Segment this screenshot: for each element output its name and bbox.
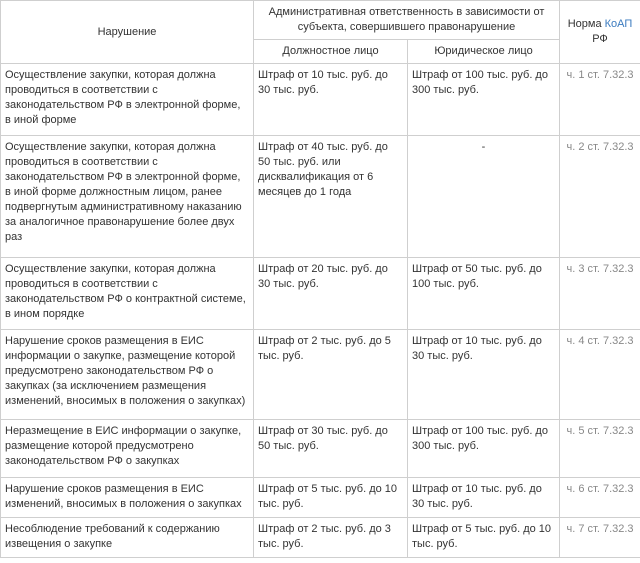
table-row [1, 518, 640, 558]
cell-official: Штраф от 5 тыс. руб. до 10 тыс. руб. [254, 478, 408, 518]
header-norm-suffix: РФ [592, 33, 608, 45]
table-row [1, 330, 640, 420]
cell-violation: Нарушение сроков размещения в ЕИС информации о закупке, размещение которой предусмотрено законодательством РФ о закупках (за исключением размещения изменений, вносимых в положения о закупках) [1, 330, 254, 420]
cell-legal: Штраф от 100 тыс. руб. до 300 тыс. руб. [408, 64, 560, 136]
table-row [1, 478, 640, 518]
cell-violation: Несоблюдение требований к содержанию извещения о закупке [1, 518, 254, 558]
cell-legal: Штраф от 10 тыс. руб. до 30 тыс. руб. [408, 330, 560, 420]
cell-legal: Штраф от 5 тыс. руб. до 10 тыс. руб. [408, 518, 560, 558]
header-row-1 [1, 1, 640, 40]
cell-violation: Осуществление закупки, которая должна проводиться в соответствии с законодательством РФ в электронной форме, в иной форме [1, 64, 254, 136]
table-row [1, 64, 640, 136]
cell-norm: ч. 4 ст. 7.32.3 [560, 330, 640, 420]
cell-violation: Осуществление закупки, которая должна проводиться в соответствии с законодательством РФ о контрактной системе, в ином порядке [1, 258, 254, 330]
cell-legal: Штраф от 50 тыс. руб. до 100 тыс. руб. [408, 258, 560, 330]
header-legal: Юридическое лицо [408, 40, 560, 64]
header-violation: Нарушение [1, 1, 254, 64]
cell-official: Штраф от 30 тыс. руб. до 50 тыс. руб. [254, 420, 408, 478]
table-row [1, 420, 640, 478]
cell-official: Штраф от 10 тыс. руб. до 30 тыс. руб. [254, 64, 408, 136]
cell-legal: Штраф от 100 тыс. руб. до 300 тыс. руб. [408, 420, 560, 478]
cell-norm: ч. 1 ст. 7.32.3 [560, 64, 640, 136]
cell-official: Штраф от 2 тыс. руб. до 5 тыс. руб. [254, 330, 408, 420]
cell-official: Штраф от 20 тыс. руб. до 30 тыс. руб. [254, 258, 408, 330]
cell-violation: Неразмещение в ЕИС информации о закупке, размещение которой предусмотрено законодательством РФ о закупках [1, 420, 254, 478]
cell-legal: Штраф от 10 тыс. руб. до 30 тыс. руб. [408, 478, 560, 518]
cell-violation: Осуществление закупки, которая должна проводиться в соответствии с законодательством РФ в электронной форме, в иной форме должностным лицом, ранее подвергнутым административному наказанию за аналогичное правонарушение более двух раз [1, 136, 254, 258]
cell-official: Штраф от 40 тыс. руб. до 50 тыс. руб. или дисквалификация от 6 месяцев до 1 года [254, 136, 408, 258]
header-responsibility: Административная ответственность в зависимости от субъекта, совершившего правонарушение [254, 1, 560, 40]
koap-link[interactable]: КоАП [604, 18, 633, 30]
table-row [1, 136, 640, 258]
cell-norm: ч. 7 ст. 7.32.3 [560, 518, 640, 558]
cell-norm: ч. 3 ст. 7.32.3 [560, 258, 640, 330]
cell-norm: ч. 2 ст. 7.32.3 [560, 136, 640, 258]
table-row [1, 258, 640, 330]
cell-legal: - [408, 136, 560, 258]
header-official: Должностное лицо [254, 40, 408, 64]
header-norm-prefix: Норма [567, 18, 605, 30]
header-norm [560, 1, 640, 64]
cell-norm: ч. 6 ст. 7.32.3 [560, 478, 640, 518]
cell-official: Штраф от 2 тыс. руб. до 3 тыс. руб. [254, 518, 408, 558]
cell-norm: ч. 5 ст. 7.32.3 [560, 420, 640, 478]
cell-violation: Нарушение сроков размещения в ЕИС изменений, вносимых в положения о закупках [1, 478, 254, 518]
